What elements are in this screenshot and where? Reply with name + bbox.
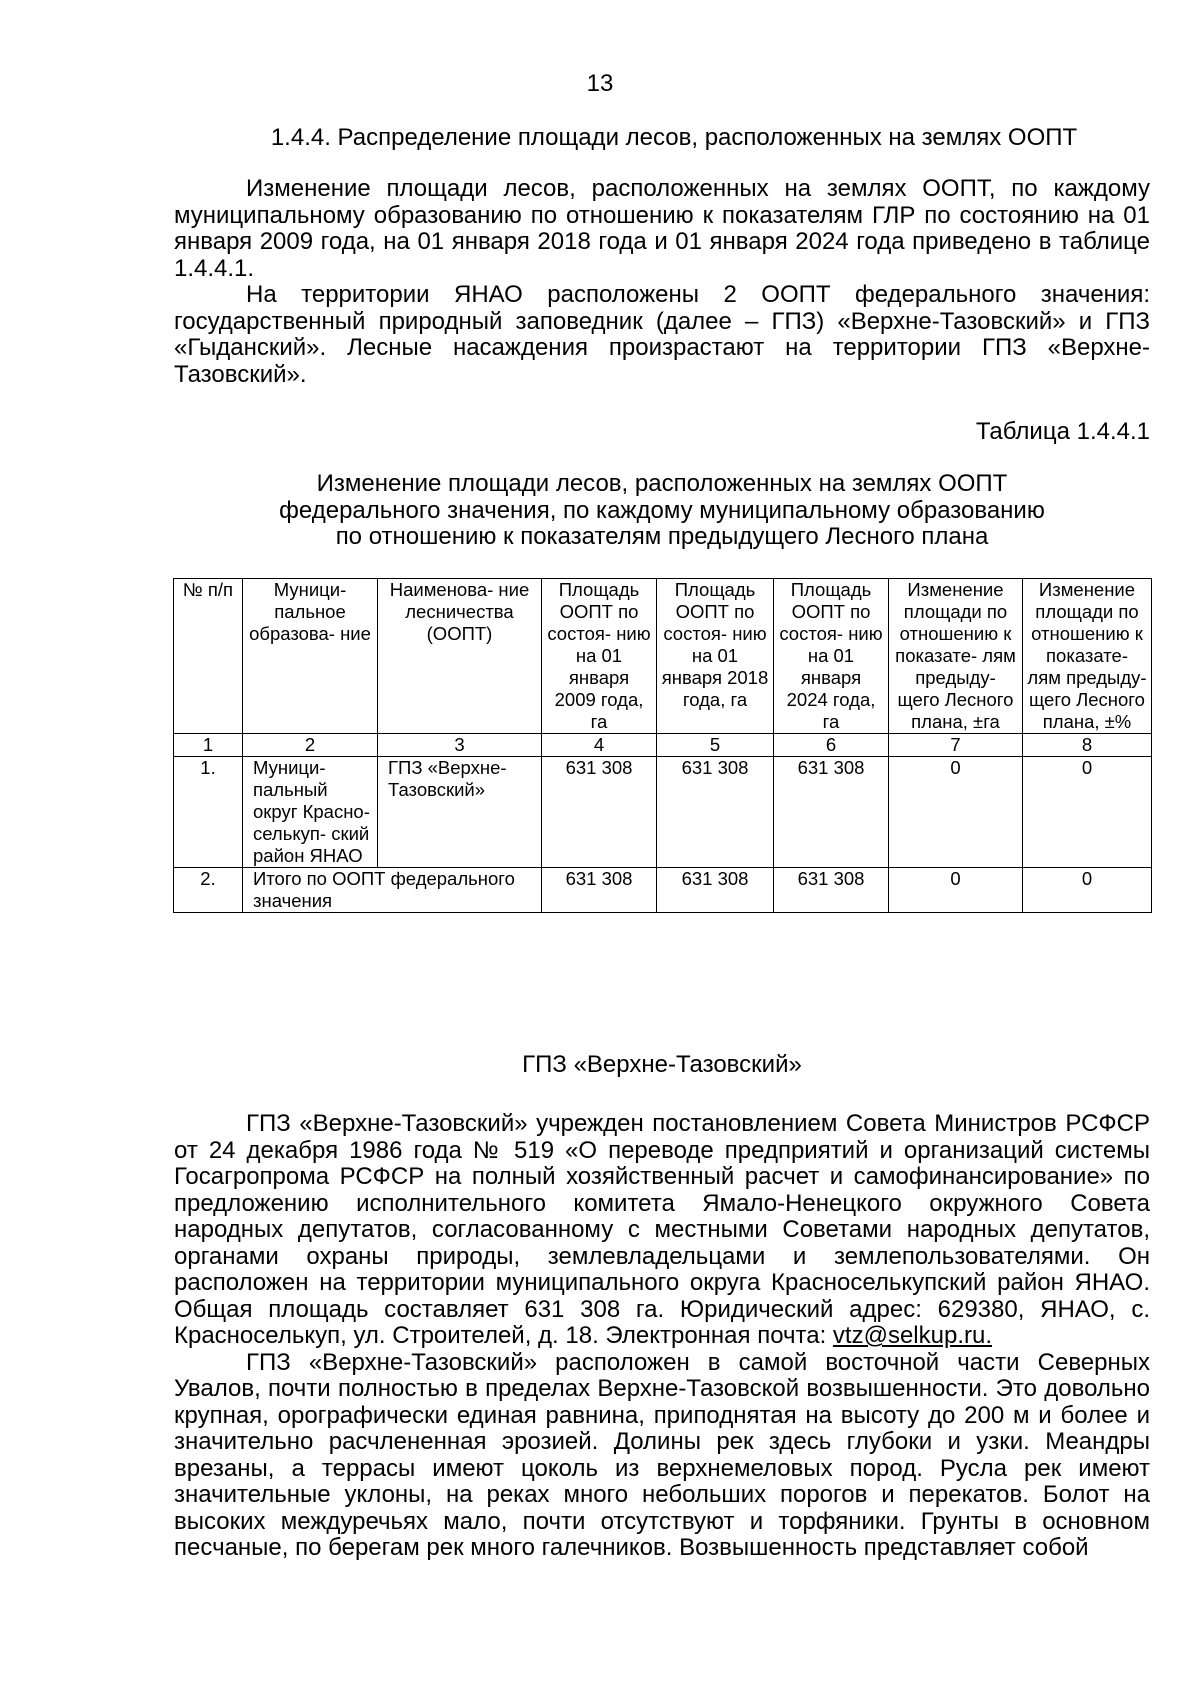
total-area-2024-cell: 631 308: [774, 868, 889, 913]
table-header-row: [174, 579, 1152, 734]
table-title-line: федерального значения, по каждому муниципальному образованию: [279, 496, 1045, 524]
table-total-row: [174, 868, 1152, 913]
municipality-cell: Муници- пальный округ Красно- селькуп- ский район ЯНАО: [243, 757, 378, 868]
area-2024-cell: 631 308: [774, 757, 889, 868]
body-paragraph: [174, 1111, 1150, 1350]
total-area-2009-cell: 631 308: [542, 868, 657, 913]
table-column-numbers-row: [174, 734, 1152, 757]
subsection-title: ГПЗ «Верхне-Тазовский»: [522, 1051, 802, 1078]
column-number-cell: 6: [774, 734, 889, 757]
body-text: [174, 1111, 1150, 1562]
table-row: [174, 757, 1152, 868]
area-2009-cell: 631 308: [542, 757, 657, 868]
area-2018-cell: 631 308: [657, 757, 774, 868]
header-cell-change-ha: Изменение площади по отношению к показате- лям предыду- щего Лесного плана, ±га: [889, 579, 1023, 734]
forest-area-table: [173, 578, 1152, 913]
column-number-cell: 4: [542, 734, 657, 757]
header-cell-forestry: Наименова- ние лесничества (ООПТ): [378, 579, 542, 734]
total-number-cell: 2.: [174, 868, 243, 913]
header-cell-area-2024: Площадь ООПТ по состоя- нию на 01 января 2024 года, га: [774, 579, 889, 734]
table-title-line: Изменение площади лесов, расположенных на землях ООПТ: [316, 470, 1008, 497]
header-cell-area-2018: Площадь ООПТ по состоя- нию на 01 января 2018 года, га: [657, 579, 774, 734]
column-number-cell: 5: [657, 734, 774, 757]
total-label-cell: Итого по ООПТ федерального значения: [243, 868, 542, 913]
table-label: Таблица 1.4.4.1: [975, 418, 1150, 445]
column-number-cell: 8: [1023, 734, 1152, 757]
row-number-cell: 1.: [174, 757, 243, 868]
column-number-cell: 2: [243, 734, 378, 757]
column-number-cell: 3: [378, 734, 542, 757]
column-number-cell: 7: [889, 734, 1023, 757]
total-change-ha-cell: 0: [889, 868, 1023, 913]
section-heading: 1.4.4. Распределение площади лесов, расположенных на землях ООПТ: [270, 124, 1078, 151]
header-cell-area-2009: Площадь ООПТ по состоя- нию на 01 января 2009 года, га: [542, 579, 657, 734]
table-title: [174, 471, 1150, 551]
table-title-line: по отношению к показателям предыдущего Лесного плана: [335, 523, 989, 550]
header-cell-municipality: Муници- пальное образова- ние: [243, 579, 378, 734]
forestry-cell: ГПЗ «Верхне- Тазовский»: [378, 757, 542, 868]
column-number-cell: 1: [174, 734, 243, 757]
body-paragraph-text: ГПЗ «Верхне-Тазовский» учрежден постановлением Совета Министров РСФСР от 24 декабря 1986 года № 519 «О переводе предприятий и организаций системы Госагропрома РСФСР на полный хозяйственный расчет и самофинансирование» по предложению исполнительного комитета Ямало-Ненецкого окружного Совета народных депутатов, согласованному с местными Советами народных депутатов, органами охраны природы, землевладельцами и землепользователями. Он расположен на территории муниципального округа Красноселькупский район ЯНАО. Общая площадь составляет 631 308 га. Юридический адрес: 629380, ЯНАО, с. Красноселькуп, ул. Строителей, д. 18. Электронная почта:: [174, 1110, 1150, 1349]
change-pct-cell: 0: [1023, 757, 1152, 868]
intro-text: [174, 176, 1150, 388]
header-cell-num: № п/п: [174, 579, 243, 734]
header-cell-change-pct: Изменение площади по отношению к показате- лям предыду- щего Лесного плана, ±%: [1023, 579, 1152, 734]
intro-paragraph: На территории ЯНАО расположены 2 ООПТ федерального значения: государственный природный заповедник (далее – ГПЗ) «Верхне-Тазовский» и ГПЗ «Гыданский». Лесные насаждения произрастают на территории ГПЗ «Верхне-Тазовский».: [174, 281, 1150, 388]
total-change-pct-cell: 0: [1023, 868, 1152, 913]
email-link[interactable]: vtz@selkup.ru.: [832, 1322, 993, 1349]
change-ha-cell: 0: [889, 757, 1023, 868]
total-area-2018-cell: 631 308: [657, 868, 774, 913]
intro-paragraph: Изменение площади лесов, расположенных на землях ООПТ, по каждому муниципальному образованию по отношению к показателям ГЛР по состоянию на 01 января 2009 года, на 01 января 2018 года и 01 января 2024 года приведено в таблице 1.4.4.1.: [174, 175, 1150, 282]
body-paragraph: ГПЗ «Верхне-Тазовский» расположен в самой восточной части Северных Увалов, почти полностью в пределах Верхне-Тазовской возвышенности. Это довольно крупная, орографически единая равнина, приподнятая на высоту до 200 м и более и значительно расчлененная эрозией. Долины рек здесь глубоки и узки. Меандры врезаны, а террасы имеют цоколь из верхнемеловых пород. Русла рек имеют значительные уклоны, на реках много небольших порогов и перекатов. Болот на высоких междуречьях мало, почти отсутствуют и торфяники. Грунты в основном песчаные, по берегам рек много галечников. Возвышенность представляет собой: [174, 1348, 1150, 1561]
page-number: 13: [586, 70, 614, 97]
